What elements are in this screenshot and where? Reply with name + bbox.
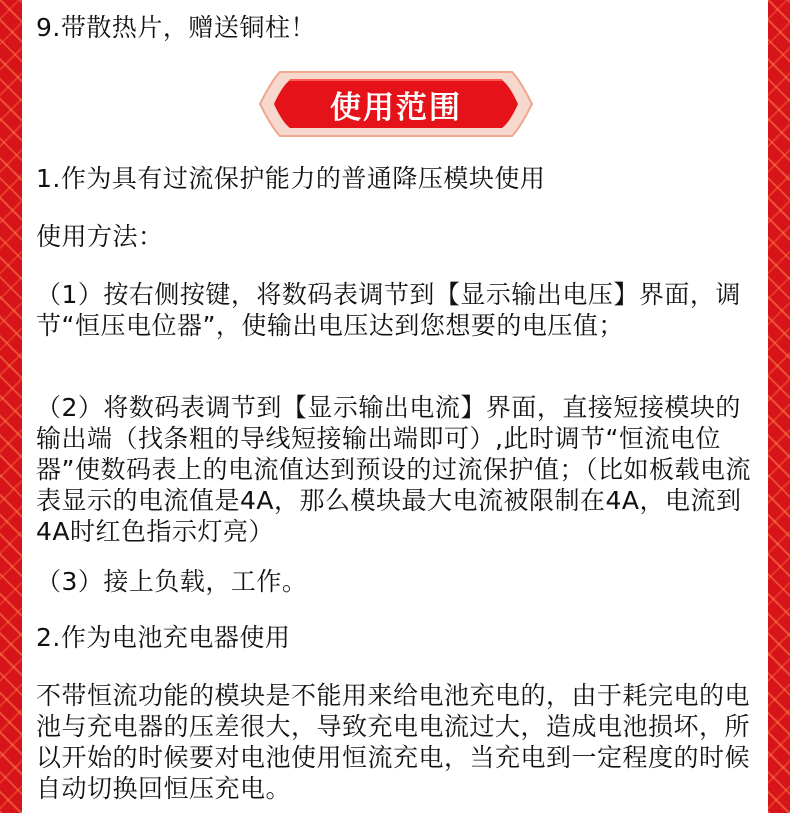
usage-step-3: （3）接上负载，工作。 (36, 567, 308, 596)
section-heading-ribbon (250, 66, 542, 142)
usage-method-label: 使用方法： (36, 222, 164, 251)
usage-1-title: 1.作为具有过流保护能力的普通降压模块使用 (36, 164, 546, 193)
usage-2-title: 2.作为电池充电器使用 (36, 623, 291, 652)
usage-step-2: （2）将数码表调节到【显示输出电流】界面，直接短接模块的输出端（找条粗的导线短接输出端即可）,此时调节“恒流电位器”使数码表上的电流值达到预设的过流保护值；（比如板载电流表显示的电流值是4A，那么模块最大电流被限制在4A，电流到4A时红色指示灯亮） (36, 393, 751, 546)
left-decorative-border (0, 0, 22, 813)
usage-step-1: （1）按右侧按键，将数码表调节到【显示输出电压】界面，调节“恒压电位器”，使输出电压达到您想要的电压值； (36, 280, 741, 340)
content-panel (22, 0, 768, 813)
right-decorative-border (768, 0, 790, 813)
feature-item-9: 9.带散热片，赠送铜柱！ (36, 13, 316, 42)
section-heading: 使用范围 (330, 89, 462, 126)
usage-2-body: 不带恒流功能的模块是不能用来给电池充电的，由于耗完电的电池与充电器的压差很大，导致充电电流过大，造成电池损坏，所以开始的时候要对电池使用恒流充电，当充电到一定程度的时候自动切换回恒压充电。 (36, 681, 751, 803)
